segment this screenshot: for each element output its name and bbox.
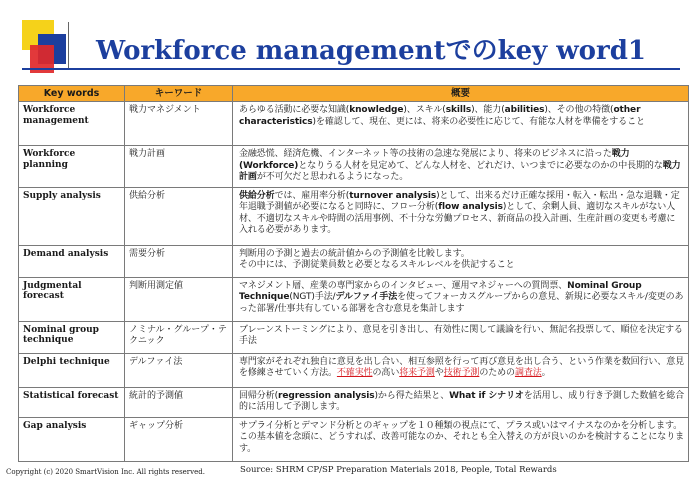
description-cell: あらゆる活動に必要な知識(knowledge)、スキル(skills)、能力(abilities)、その他の特徴(other characteristics)を確認して、現在、更には、将来の必要性に応じて、有能な人材を準備をすること (233, 102, 689, 146)
keyword-jp-cell: 戦力マネジメント (125, 102, 233, 146)
header-keyword-jp: キーワード (125, 86, 233, 102)
description-cell: サプライ分析とデマンド分析とのギャップを１０種類の視点にて、プラス或いはマイナスなのかを分析します。この基本値を念頭に、どうすれば、改善可能なのか、それとも全入替えの方が良いのかを検討することになります。 (233, 417, 689, 461)
keyword-en-cell: Supply analysis (19, 187, 125, 245)
keyword-jp-cell: 判断用測定値 (125, 277, 233, 321)
keyword-jp-cell: 統計的予測値 (125, 387, 233, 417)
description-cell: 専門家がそれぞれ独自に意見を出し合い、相互参照を行って再び意見を出し合う、という作業を数回行い、意見を修練させていく方法。不確実性の高い将来予測や技術予測のための調査法。 (233, 353, 689, 387)
keyword-jp-cell: デルファイ法 (125, 353, 233, 387)
header-summary: 概要 (233, 86, 689, 102)
keyword-en-cell: Delphi technique (19, 353, 125, 387)
keyword-en-cell: Judgmental forecast (19, 277, 125, 321)
table-row (19, 321, 689, 353)
copyright-text: Copyright (c) 2020 SmartVision Inc. All rights reserved. (6, 468, 205, 476)
title-underline (22, 68, 680, 70)
description-cell: ブレーンストーミングにより、意見を引き出し、有効性に関して議論を行い、無記名投票して、順位を決定する手法 (233, 321, 689, 353)
decor-vertical-line (68, 22, 69, 70)
keyword-en-cell: Nominal group technique (19, 321, 125, 353)
table-row (19, 353, 689, 387)
source-text: Source: SHRM CP/SP Preparation Materials 2018, People, Total Rewards (240, 465, 557, 475)
table-row (19, 387, 689, 417)
table-row (19, 417, 689, 461)
description-cell: マネジメント層、産業の専門家からのインタビュー、運用マネジャーへの質問票、Nominal Group Technique(NGT)手法/デルファイ手法を使ってフォーカスグループからの意見、新規に必要なスキル/変更のあった部署/仕事共有している部署を含む意見を集計します (233, 277, 689, 321)
keyword-jp-cell: 供給分析 (125, 187, 233, 245)
keyword-jp-cell: ギャップ分析 (125, 417, 233, 461)
keyword-jp-cell: 需要分析 (125, 245, 233, 277)
table-row (19, 102, 689, 146)
table-header-row (19, 86, 689, 102)
keyword-en-cell: Workforce planning (19, 146, 125, 188)
table-row (19, 277, 689, 321)
table-row (19, 146, 689, 188)
description-cell: 金融恐慌、経済危機、インターネット等の技術の急速な発展により、将来のビジネスに沿った戦力(Workforce)となりうる人材を見定めて、どんな人材を、どれだけ、いつまでに必要なのかの中長期的な戦力計画が不可欠だと思われるようになった。 (233, 146, 689, 188)
keyword-en-cell: Gap analysis (19, 417, 125, 461)
table-body (19, 102, 689, 462)
keyword-jp-cell: ノミナル・グループ・テクニック (125, 321, 233, 353)
keyword-en-cell: Statistical forecast (19, 387, 125, 417)
keyword-en-cell: Demand analysis (19, 245, 125, 277)
table-row (19, 245, 689, 277)
keyword-table (18, 85, 689, 462)
keyword-en-cell: Workforce management (19, 102, 125, 146)
keyword-jp-cell: 戦力計画 (125, 146, 233, 188)
description-cell: 供給分析では、雇用率分析(turnover analysis)として、出来るだけ正確な採用・転入・転出・急な退職・定年退職予測値が必要になると同時に、フロー分析(flow analysis)として、余剰人員、適切なスキルがない人材、不適切なスキルや時間の活用事例、不十分な労働プロセス、新商品の投入計画、生産計画の変更も考慮に入れる必要があります。 (233, 187, 689, 245)
slide-title: Workforce managementでのkey word1 (96, 36, 646, 66)
table-row (19, 187, 689, 245)
description-cell: 回帰分析(regression analysis)から得た結果と、What if シナリオを活用し、成り行き予測した数値を総合的に活用して予測します。 (233, 387, 689, 417)
header-key-words: Key words (19, 86, 125, 102)
description-cell: 判断用の予測と過去の統計値からの予測値を比較します。 その中には、予測従業員数と必要となるスキルレベルを供記すること (233, 245, 689, 277)
